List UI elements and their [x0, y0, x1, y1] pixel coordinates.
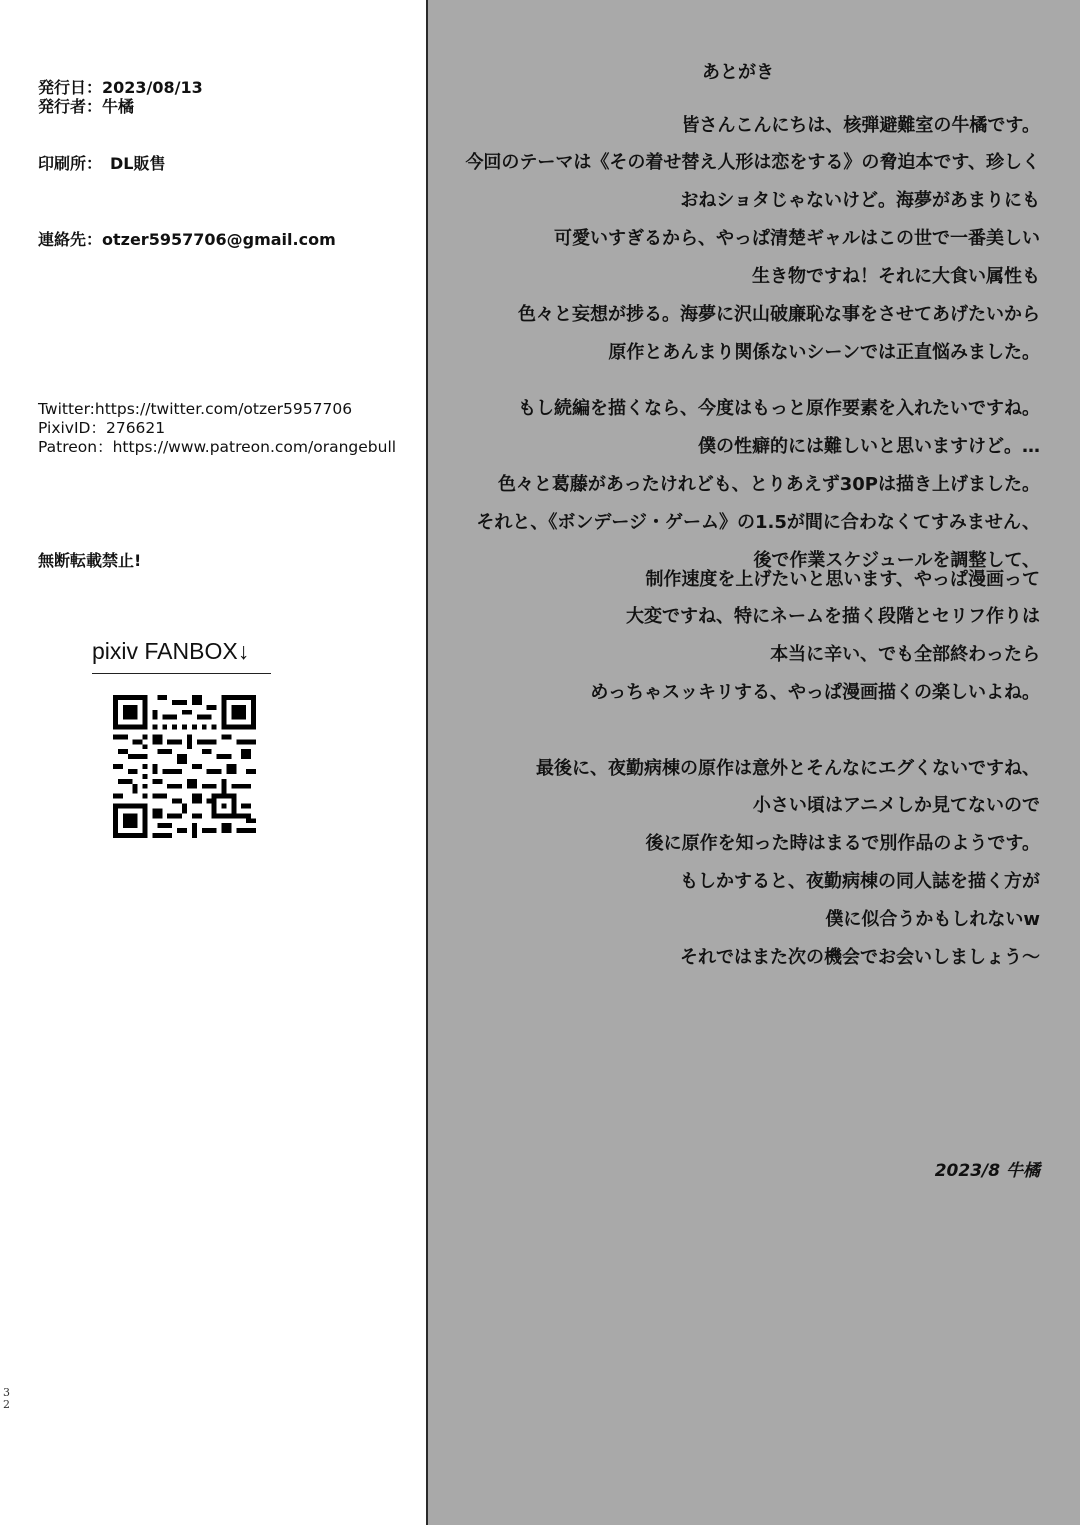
afterword-line: もしかすると、夜勤病棟の同人誌を描く方が [680, 871, 1040, 892]
afterword-line: 小さい頃はアニメしか見てないので [752, 795, 1040, 816]
fanbox-label: pixiv FANBOX↓ [92, 638, 250, 664]
printer: 印刷所： DL販售 [38, 154, 166, 173]
afterword-line: 皆さんこんにちは、核弾避難室の牛橘です。 [681, 115, 1040, 136]
afterword-line: 色々と葛藤があったけれども、とりあえず30Pは描き上げました。 [497, 474, 1040, 495]
patreon-link[interactable]: Patreon：https://www.patreon.com/orangebull [38, 438, 397, 456]
afterword-line: 大変ですね、特にネームを描く段階とセリフ作りは [626, 606, 1040, 627]
afterword-line: 色々と妄想が捗る。海夢に沢山破廉恥な事をさせてあげたいから [518, 304, 1040, 325]
qr-code-icon[interactable] [113, 695, 256, 838]
fanbox-underline [92, 673, 271, 674]
contact-email: 連絡先：otzer5957706@gmail.com [38, 230, 336, 249]
afterword-line: それと、《ボンデージ・ゲーム》の1.5が間に合わなくてすみません、 [476, 512, 1040, 533]
afterword-line: もし続編を描くなら、今度はもっと原作要素を入れたいですね。 [518, 398, 1040, 419]
afterword-line: 本当に辛い、でも全部終わったら [770, 644, 1040, 665]
afterword-line: 後で作業スケジュールを調整して、 [753, 550, 1040, 571]
afterword-line: 僕の性癖的には難しいと思いますけど。… [698, 436, 1040, 457]
afterword-title: あとがき [702, 62, 774, 83]
no-reprint-notice: 無断転載禁止! [38, 551, 142, 570]
twitter-link[interactable]: Twitter:https://twitter.com/otzer5957706 [38, 400, 353, 418]
page-number: 3 2 [3, 1386, 10, 1411]
publish-date: 発行日：2023/08/13 [38, 78, 203, 97]
signature: 2023/8 牛橘 [934, 1161, 1040, 1181]
colophon-panel [0, 0, 426, 1525]
afterword-line: めっちゃスッキリする、やっぱ漫画描くの楽しいよね。 [590, 682, 1040, 703]
afterword-line: おねショタじゃないけど。海夢があまりにも [680, 190, 1040, 211]
afterword-line: 僕に似合うかもしれないw [825, 909, 1040, 930]
pixiv-id: PixivID：276621 [38, 419, 166, 437]
afterword-line: 原作とあんまり関係ないシーンでは正直悩みました。 [608, 342, 1040, 363]
afterword-panel [428, 0, 1080, 1525]
afterword-line: 制作速度を上げたいと思います、やっぱ漫画って [645, 569, 1040, 590]
afterword-line: 生き物ですね！それに大食い属性も [752, 266, 1040, 287]
publisher: 発行者：牛橘 [38, 97, 135, 116]
afterword-line: それではまた次の機会でお会いしましょう～ [680, 947, 1040, 968]
social-links [38, 400, 396, 457]
afterword-line: 最後に、夜勤病棟の原作は意外とそんなにエグくないですね、 [536, 758, 1040, 779]
afterword-line: 可愛いすぎるから、やっぱ清楚ギャルはこの世で一番美しい [554, 228, 1040, 249]
afterword-line: 今回のテーマは《その着せ替え人形は恋をする》の脅迫本です、珍しく [465, 152, 1040, 173]
afterword-line: 後に原作を知った時はまるで別作品のようです。 [645, 833, 1040, 854]
